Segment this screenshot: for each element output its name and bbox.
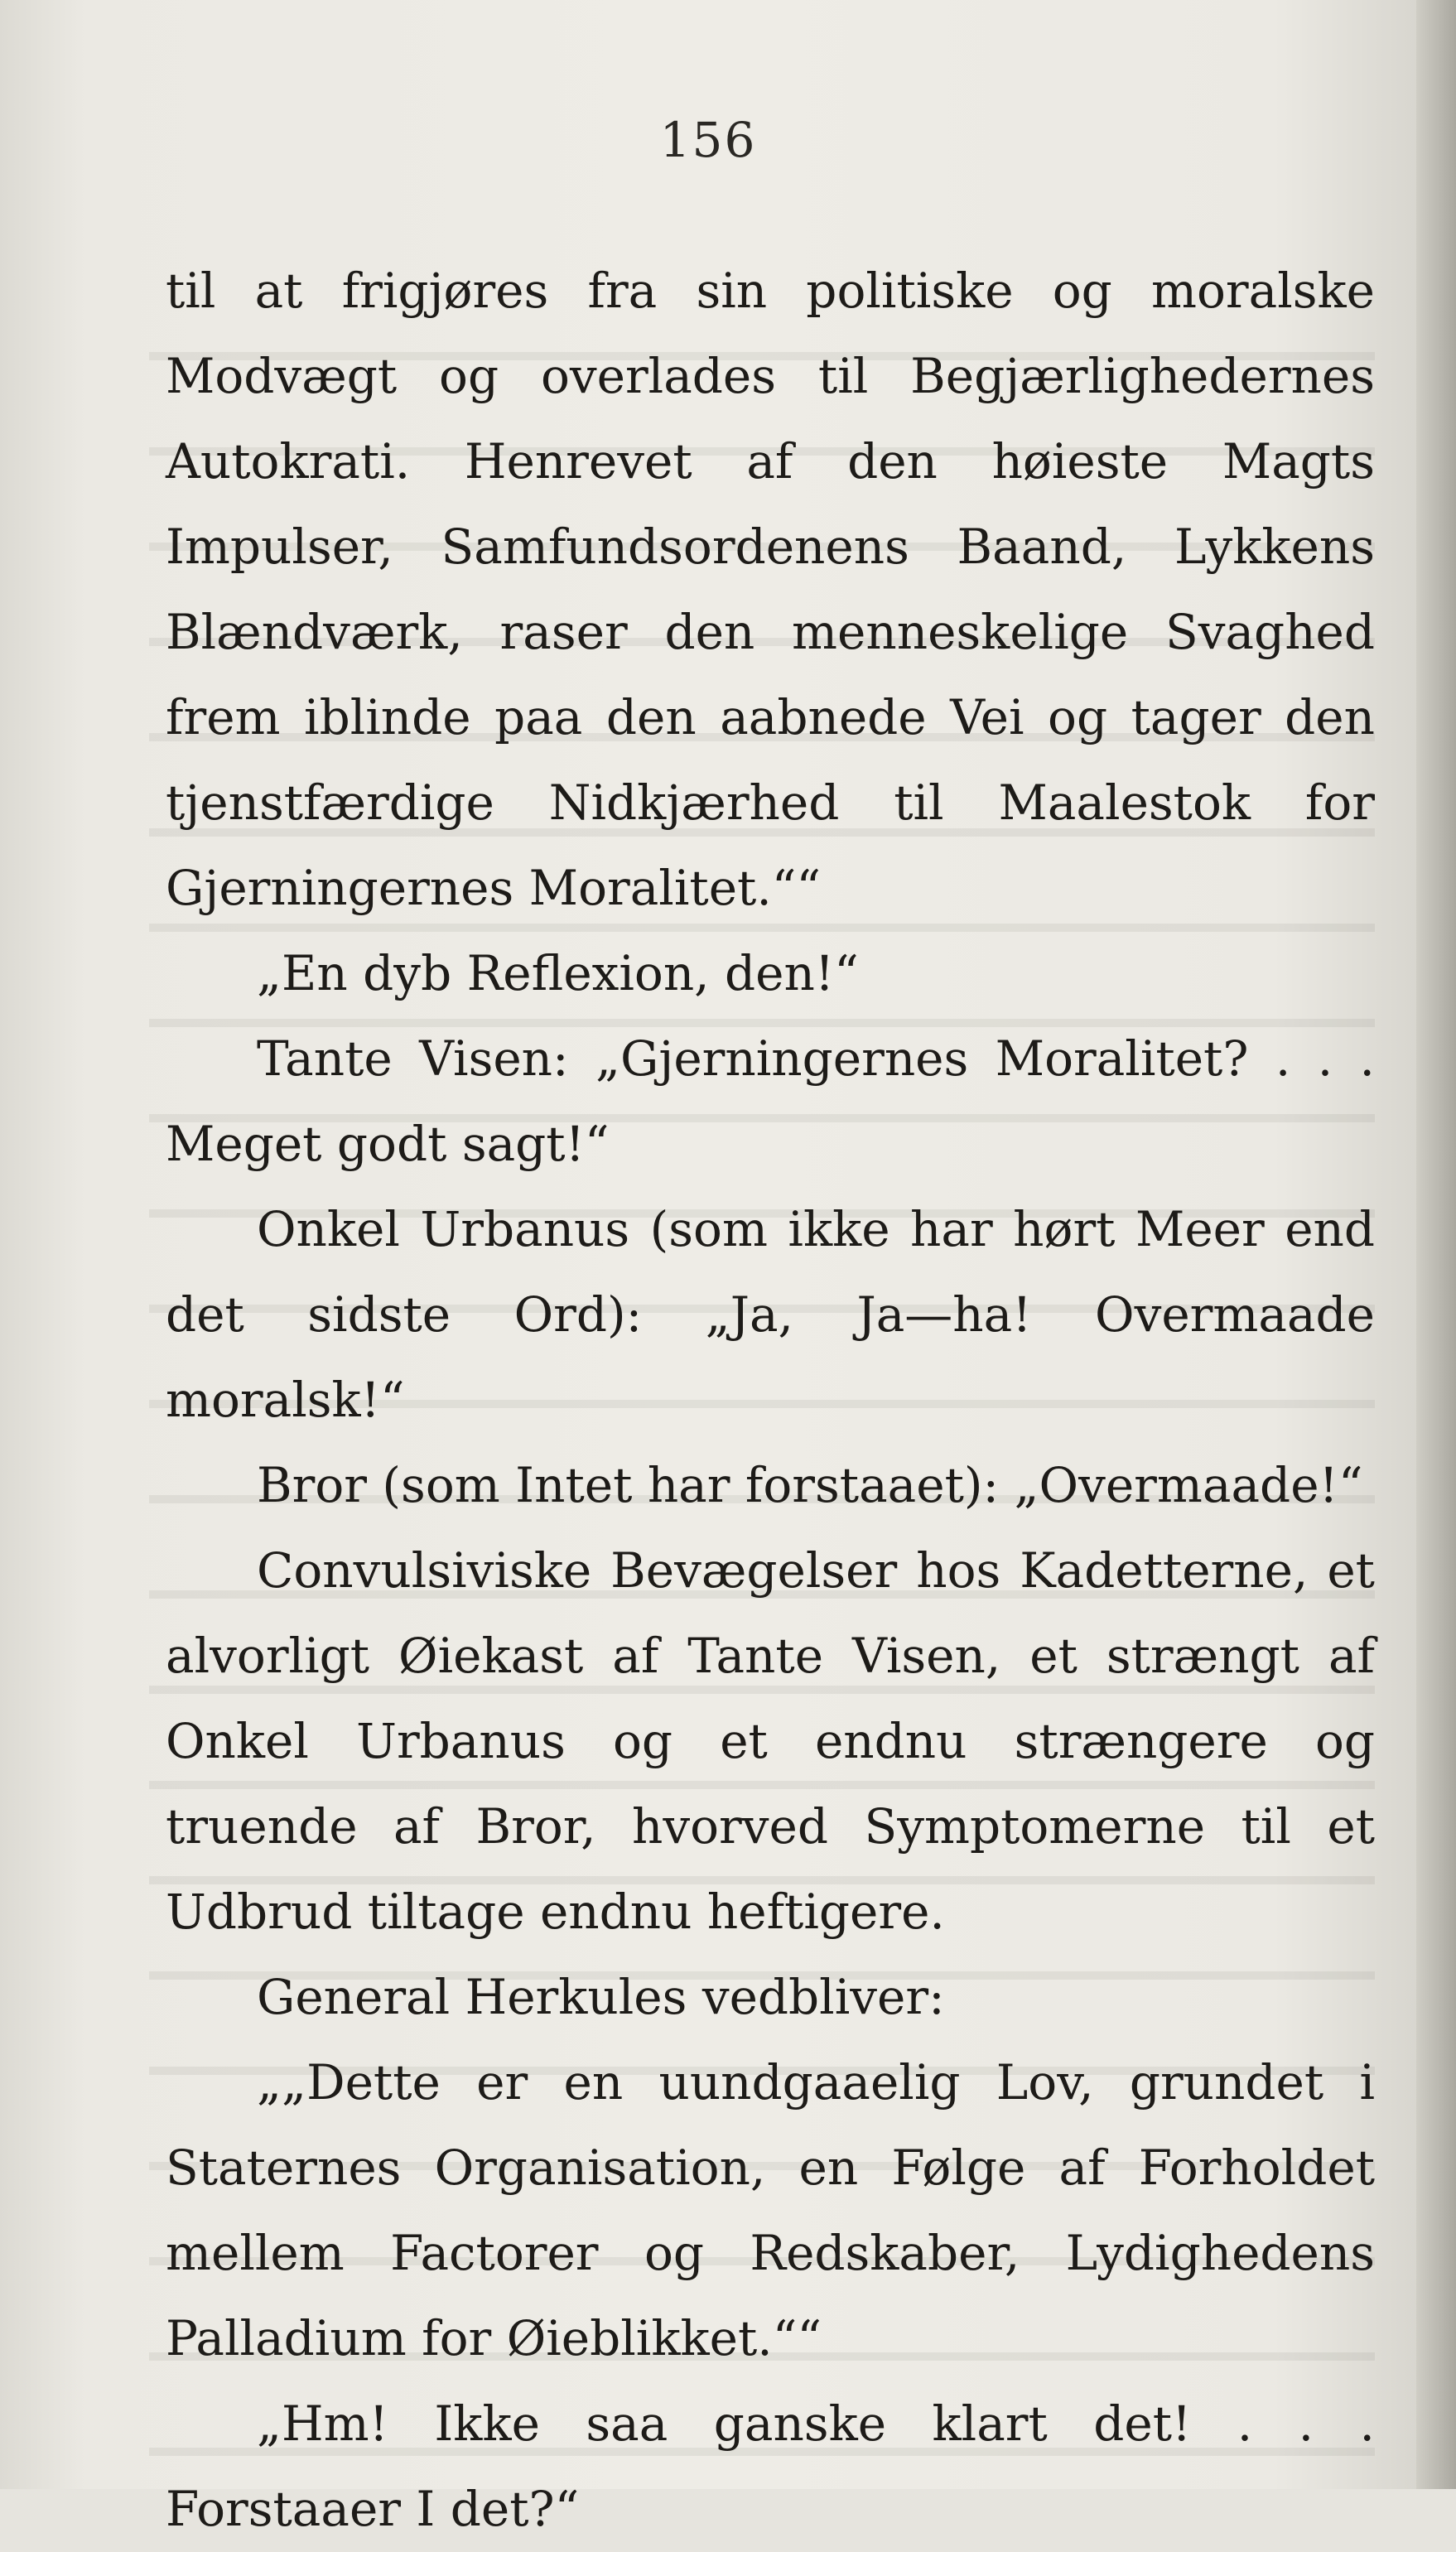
body-text [166,248,1375,2552]
paragraph: General Herkules vedbliver: [257,1969,945,2025]
paragraph: „Hm! Ikke saa ganske klart det! . . . Forstaaer I det?“ [166,2395,1375,2537]
paragraph: Tante Visen: „Gjerningernes Moralitet? . . . Meget godt sagt!“ [166,1030,1375,1172]
paragraph: Convulsiviske Bevægelser hos Kadetterne, et alvorligt Øiekast af Tante Visen, et strængt af Onkel Urbanus og et endnu strængere og truende af Bror, hvorved Symptomerne til et Udbrud tiltage endnu heftigere. [166,1542,1375,1940]
paragraph: til at frigjøres fra sin politiske og moralske Modvægt og overlades til Begjærlighedernes Autokrati. Henrevet af den høieste Magts Impulser, Samfundsordenens Baand, Lykkens Blændværk, raser den menneskelige Svaghed frem iblinde paa den aabnede Vei og tager den tjenstfærdige Nidkjærhed til Maalestok for Gjerningernes Moralitet.““ [166,263,1375,916]
book-spine-edge [1416,0,1456,2489]
page-number: 156 [659,112,757,168]
paragraph: „En dyb Reflexion, den!“ [257,945,859,1001]
paragraph: „„Dette er en uundgaaelig Lov, grundet i Staternes Organisation, en Følge af Forholdet mellem Factorer og Redskaber, Lydighedens Palladium for Øieblikket.““ [166,2054,1375,2366]
paragraph: Bror (som Intet har forstaaet): „Overmaade!“ [257,1457,1363,1513]
paragraph: Onkel Urbanus (som ikke har hørt Meer end det sidste Ord): „Ja, Ja—ha! Overmaade moralsk!“ [166,1201,1375,1428]
